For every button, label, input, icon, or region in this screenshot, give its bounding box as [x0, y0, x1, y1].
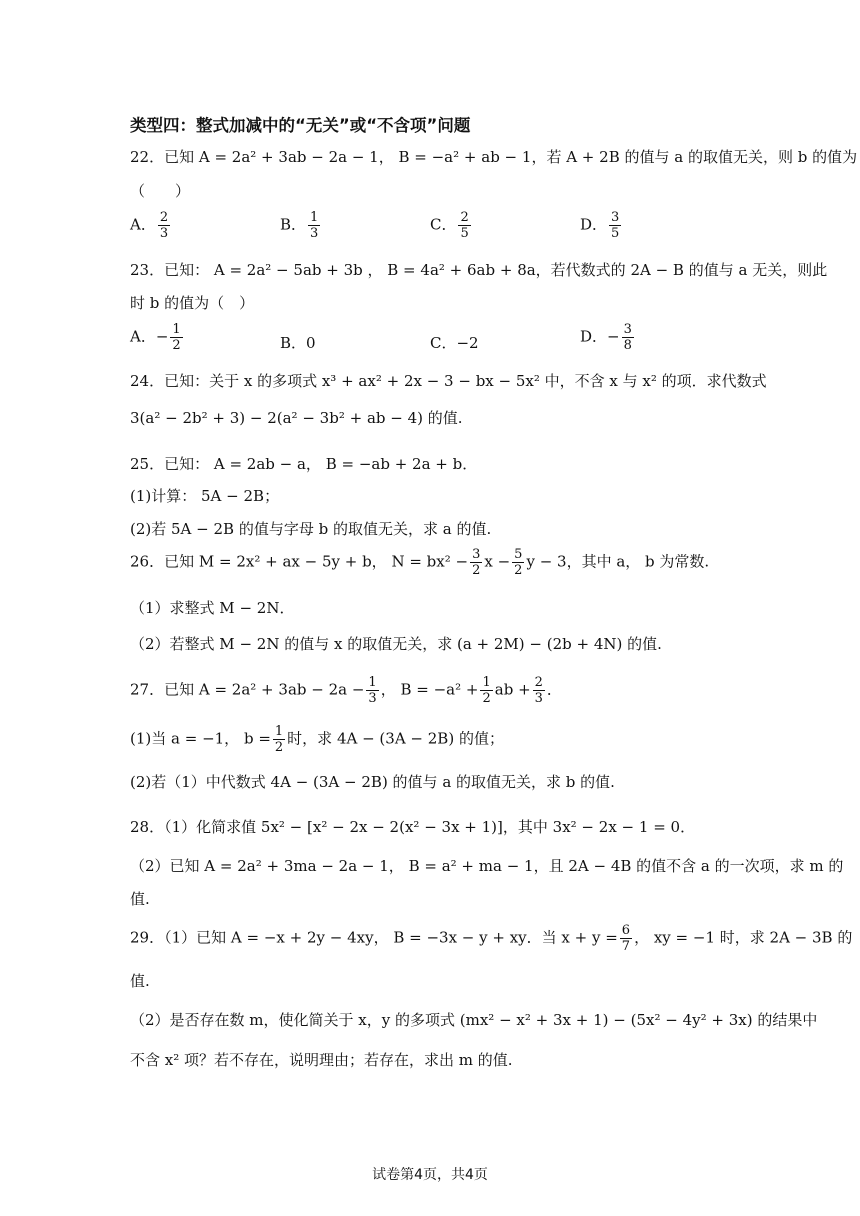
q28-part2-cont: 值. — [130, 890, 150, 908]
q25-stem: 25．已知： A = 2ab − a， B = −ab + 2a + b． — [130, 455, 478, 473]
page-footer: 试卷第4页，共4页 — [372, 1167, 488, 1183]
q29-part2: （2）是否存在数 m，使化简关于 x，y 的多项式 (mx² − x² + 3x + 1) − (5x² − 4y² + 3x) 的结果中 — [130, 1011, 818, 1029]
q28-part1: 28．（1）化简求值 5x² − [x² − 2x − 2(x² − 3x + 1)]，其中 3x² − 2x − 1 = 0． — [130, 818, 696, 836]
q27-part1: (1)当 a = −1， b = $\frac{1}{2}$ 时，求 4A − (3A − 2B) 的值； — [130, 724, 504, 755]
q22-blank: （ ） — [130, 182, 191, 200]
q23-stem: 23．已知： A = 2a² − 5ab + 3b ， B = 4a² + 6ab + 8a，若代数式的 2A − B 的值与 a 无关，则此 — [130, 261, 828, 279]
q26-stem: 26．已知 M = 2x² + ax − 5y + b， N = bx² − $\frac{3}{2}$ x − $\frac{5}{2}$ y − 3，其中 a， b 为常数. — [130, 547, 710, 578]
q25-part2: (2)若 5A − 2B 的值与字母 b 的取值无关，求 a 的值. — [130, 520, 492, 538]
q29-part2-cont: 不含 x² 项？若不存在，说明理由；若存在，求出 m 的值. — [130, 1051, 513, 1069]
q22-option-b: B． $\frac{1}{3}$ — [280, 210, 319, 241]
q28-part2: （2）已知 A = 2a² + 3ma − 2a − 1， B = a² + ma − 1，且 2A − 4B 的值不含 a 的一次项，求 m 的 — [130, 857, 844, 875]
q23-option-c: C．−2 — [430, 334, 479, 352]
q23-stem-2: 时 b 的值为（ ） — [130, 294, 255, 312]
q27-part2: (2)若（1）中代数式 4A − (3A − 2B) 的值与 a 的取值无关，求 b 的值. — [130, 773, 615, 791]
q25-part1: (1)计算： 5A − 2B； — [130, 487, 280, 505]
q26-part1: （1）求整式 M − 2N． — [130, 599, 295, 617]
q22-option-a: A． $\frac{2}{3}$ — [130, 210, 169, 241]
q23-option-d: D．− $\frac{3}{8}$ — [580, 322, 632, 353]
q24-stem: 24．已知：关于 x 的多项式 x³ + ax² + 2x − 3 − bx − 5x² 中，不含 x 与 x² 的项．求代数式 — [130, 372, 767, 390]
q29-part1: 29．（1）已知 A = −x + 2y − 4xy， B = −3x − y + xy．当 x + y = $\frac{6}{7}$ ， xy = −1 时，求 2A − 3B 的 — [130, 923, 853, 954]
q22-option-d: D． $\frac{3}{5}$ — [580, 210, 620, 241]
q22-option-c: C． $\frac{2}{5}$ — [430, 210, 469, 241]
q23-option-a: A．− $\frac{1}{2}$ — [130, 322, 181, 353]
q22-stem: 22．已知 A = 2a² + 3ab − 2a − 1， B = −a² + ab − 1，若 A + 2B 的值与 a 的取值无关，则 b 的值为 — [130, 148, 858, 166]
q26-part2: （2）若整式 M − 2N 的值与 x 的取值无关，求 (a + 2M) − (2b + 4N) 的值. — [130, 635, 662, 653]
section-title: 类型四：整式加减中的“无关”或“不含项”问题 — [130, 116, 471, 135]
q23-option-b: B．0 — [280, 334, 316, 352]
q24-expression: 3(a² − 2b² + 3) − 2(a² − 3b² + ab − 4) 的值. — [130, 409, 463, 427]
q27-stem: 27．已知 A = 2a² + 3ab − 2a − $\frac{1}{3}$ ， B = −a² + $\frac{1}{2}$ ab + $\frac{2}{3}$ ． — [130, 675, 562, 706]
q29-part1-cont: 值. — [130, 972, 150, 990]
